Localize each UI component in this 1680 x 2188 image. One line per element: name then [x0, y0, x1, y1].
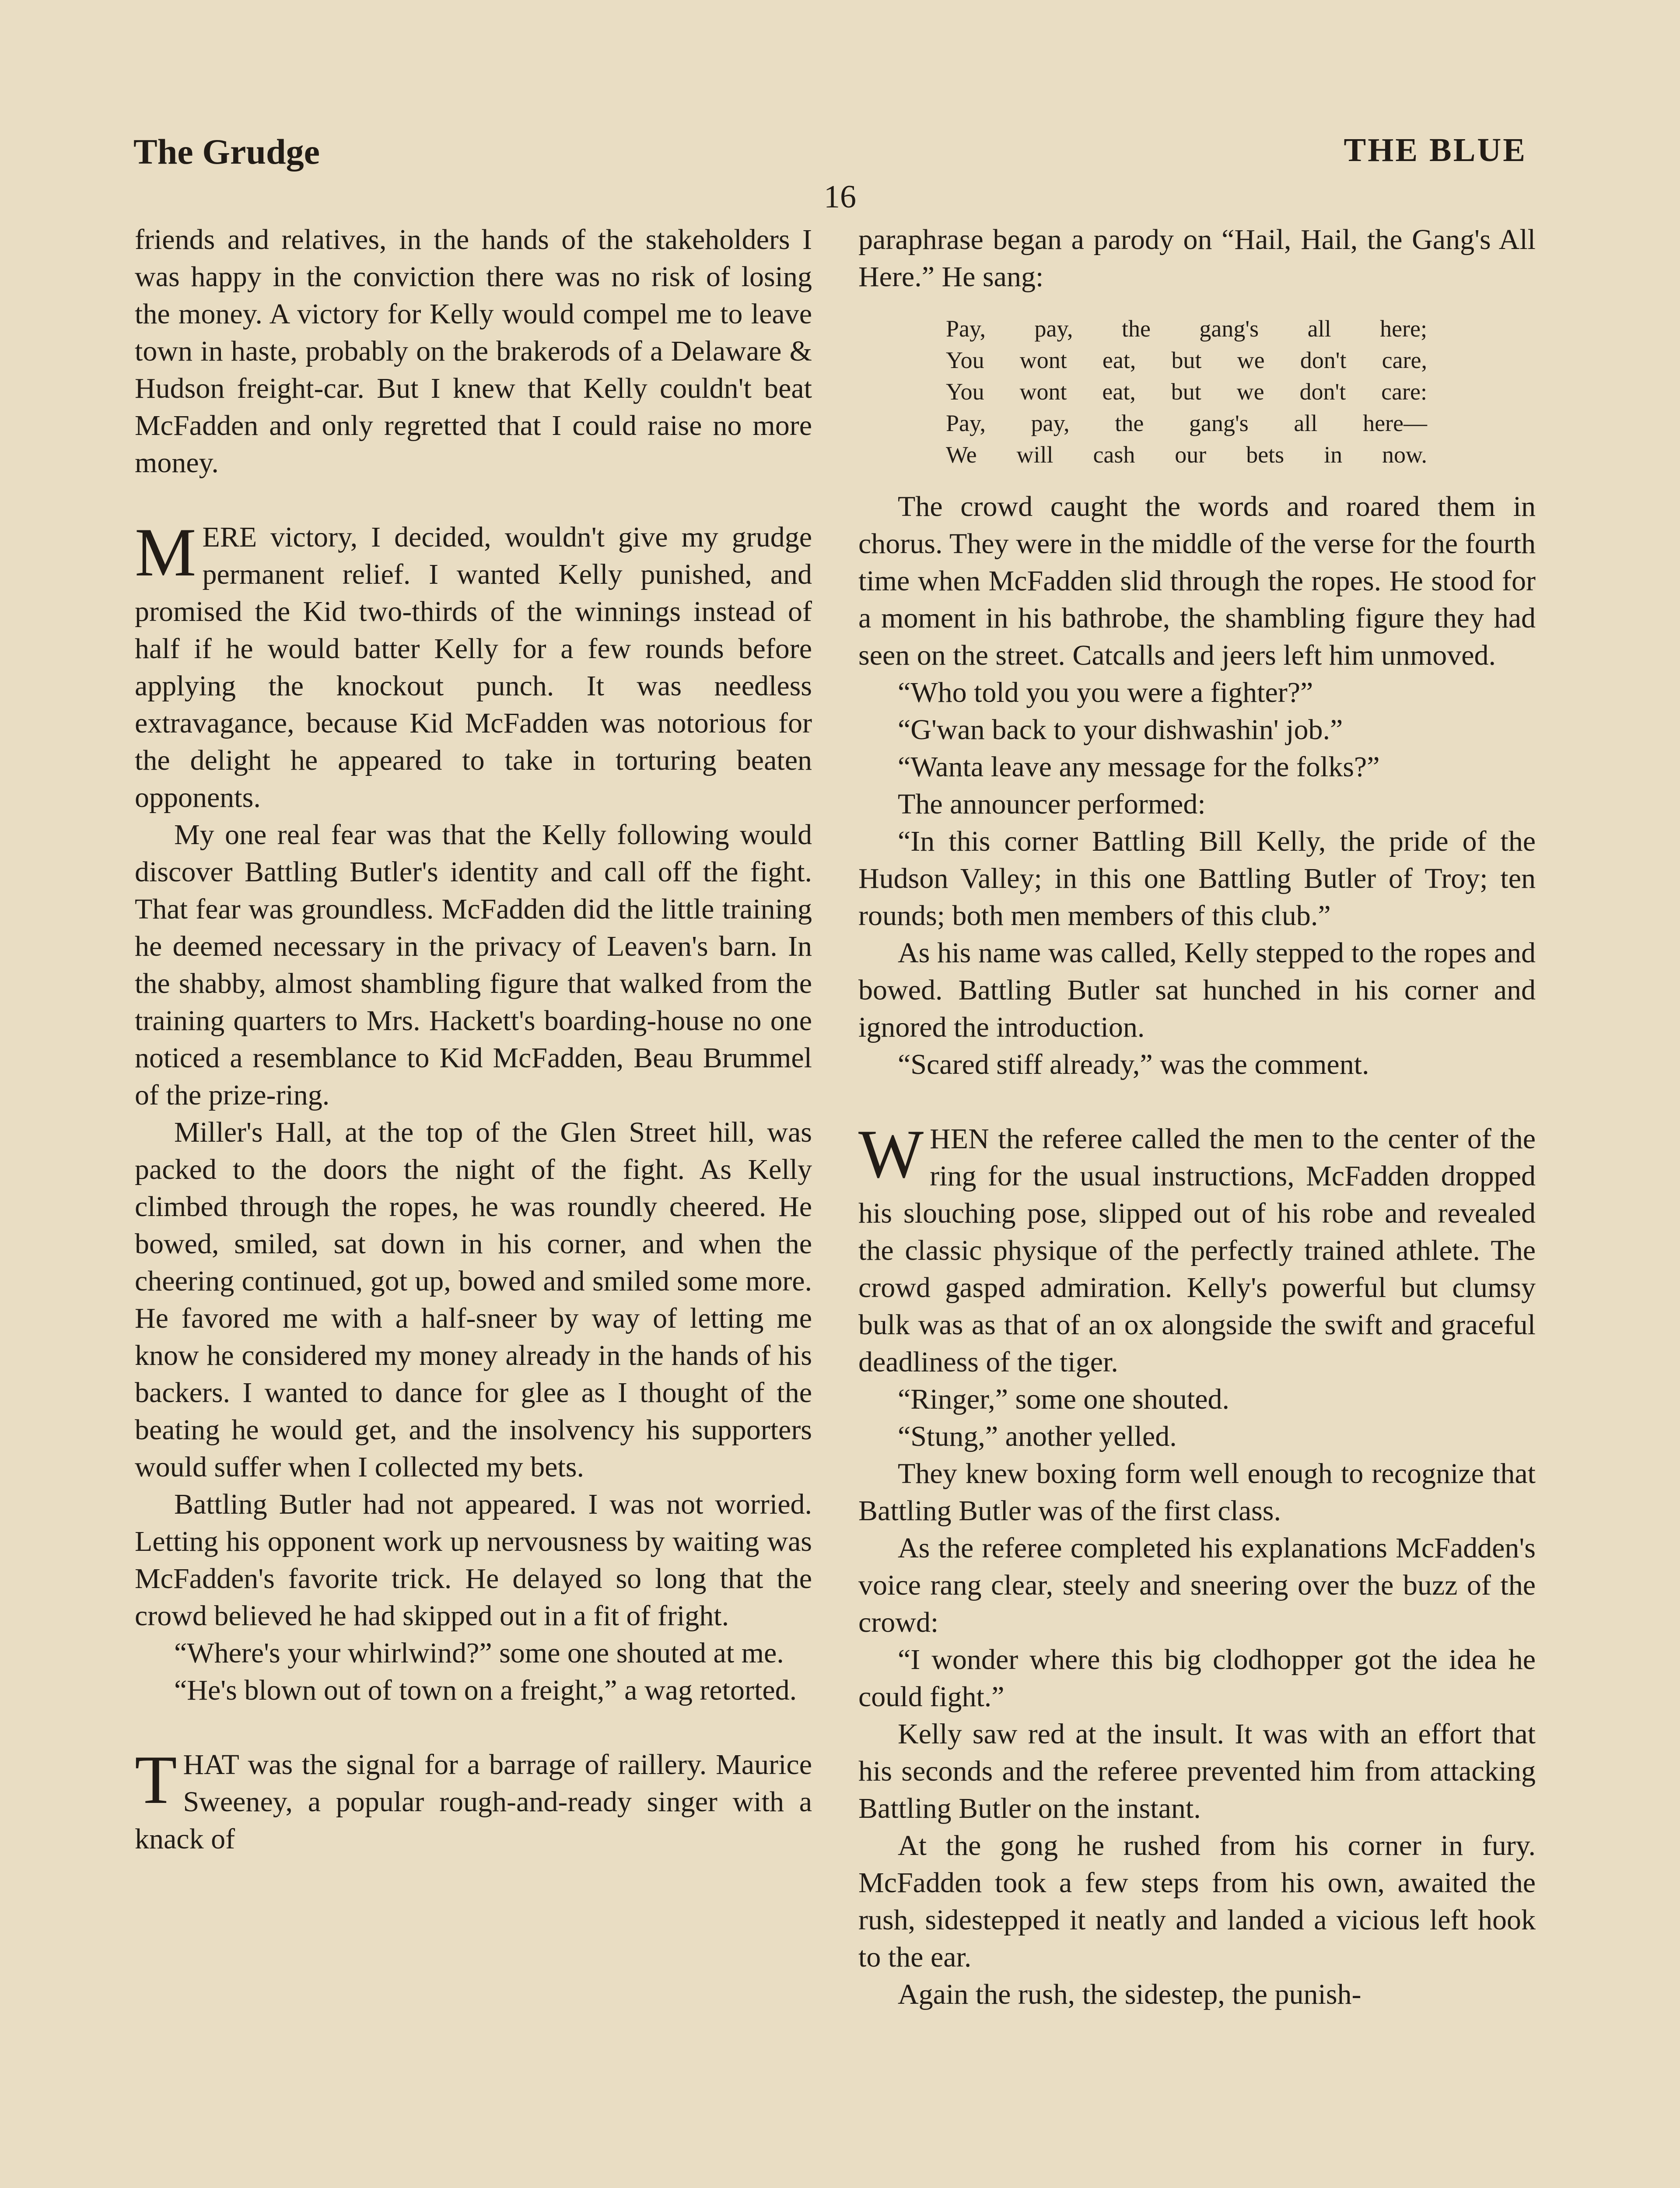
paragraph: At the gong he rushed from his corner in fury. McFadden took a few steps from his own, awaited the rush, sidestepped it neatly and landed a vicious left hook to the ear.: [858, 1830, 1536, 1973]
paragraph: Kelly saw red at the insult. It was with an effort that his seconds and the referee prevented him from attacking Battling Butler on the instant.: [858, 1718, 1536, 1824]
paragraph: “I wonder where this big clodhopper got the idea he could fight.”: [858, 1644, 1536, 1713]
paragraph: “Stung,” another yelled.: [898, 1420, 1177, 1452]
paragraph-dropcap: [135, 1742, 812, 1858]
verse-line: We will cash our bets in now.: [946, 442, 1427, 468]
paragraph: “G'wan back to your dishwashin' job.”: [898, 714, 1343, 746]
paragraph: The crowd caught the words and roared them in chorus. They were in the middle of the verse for the fourth time when McFadden slid through the ropes. He stood for a moment in his bathrobe, the shambling figure they had seen on the street. Catcalls and jeers left him unmoved.: [858, 491, 1536, 671]
paragraph: “Scared stiff already,” was the comment.: [898, 1048, 1369, 1080]
paragraph: “Who told you you were a fighter?”: [898, 677, 1313, 708]
paragraph: Again the rush, the sidestep, the punish-: [898, 1978, 1362, 2010]
paragraph-text: HAT was the signal for a barrage of raillery. Maurice Sweeney, a popular rough-and-ready singer with a knack of: [135, 1749, 812, 1855]
left-column: [135, 221, 812, 1858]
paragraph: “Where's your whirlwind?” some one shouted at me.: [174, 1637, 784, 1669]
paragraph: friends and relatives, in the hands of the stakeholders I was happy in the conviction there was no risk of losing the money. A victory for Kelly would compel me to leave town in haste, probably on the brakerods of a Delaware & Hudson freight-car. But I knew that Kelly couldn't beat McFadden and only regretted that I could raise no more money.: [135, 224, 812, 479]
paragraph-dropcap: [858, 1116, 1536, 1381]
paragraph: They knew boxing form well enough to recognize that Battling Butler was of the first class.: [858, 1458, 1536, 1527]
verse-line: You wont eat, but we don't care:: [946, 379, 1427, 405]
paragraph: My one real fear was that the Kelly following would discover Battling Butler's identity and call off the fight. That fear was groundless. McFadden did the little training he deemed necessary in the privacy of Leaven's barn. In the shabby, almost shambling figure that walked from the training quarters to Mrs. Hackett's boarding-house no one noticed a resemblance to Kid McFadden, Beau Brummel of the prize-ring.: [135, 819, 812, 1111]
verse-line: You wont eat, but we don't care,: [946, 347, 1427, 373]
paragraph: The announcer performed:: [898, 788, 1206, 820]
drop-cap: W: [858, 1116, 924, 1192]
drop-cap: T: [135, 1742, 177, 1818]
paragraph: “Wanta leave any message for the folks?”: [898, 751, 1380, 783]
paragraph: As his name was called, Kelly stepped to the ropes and bowed. Battling Butler sat hunched in his corner and ignored the introduction.: [858, 937, 1536, 1043]
paragraph: As the referee completed his explanations McFadden's voice rang clear, steely and sneering over the buzz of the crowd:: [858, 1532, 1536, 1638]
paragraph-text: ERE victory, I decided, wouldn't give my grudge permanent relief. I wanted Kelly punished, and promised the Kid two-thirds of the winnings instead of half if he would batter Kelly for a few rounds before applying the knockout punch. It was needless extravagance, because Kid McFadden was notorious for the delight he appeared to take in torturing beaten opponents.: [135, 521, 812, 813]
paragraph: “Ringer,” some one shouted.: [898, 1383, 1230, 1415]
paragraph-text: HEN the referee called the men to the center of the ring for the usual instructions, McFadden dropped his slouching pose, slipped out of his robe and revealed the classic physique of the perfectly trained athlete. The crowd gasped admiration. Kelly's powerful but clumsy bulk was as that of an ox alongside the swift and graceful deadliness of the tiger.: [858, 1123, 1536, 1378]
drop-cap: M: [135, 514, 196, 591]
song-verse: [946, 313, 1427, 470]
paragraph: Battling Butler had not appeared. I was not worried. Letting his opponent work up nervousness by waiting was McFadden's favorite trick. He delayed so long that the crowd believed he had skipped out in a fit of fright.: [135, 1488, 812, 1632]
verse-line: Pay, pay, the gang's all here;: [946, 316, 1427, 342]
story-title-header: The Grudge: [133, 132, 320, 172]
magazine-name-header: THE BLUE: [1344, 132, 1527, 168]
paragraph: paraphrase began a parody on “Hail, Hail, the Gang's All Here.” He sang:: [858, 224, 1536, 293]
right-column: [858, 221, 1536, 2013]
paragraph: Miller's Hall, at the top of the Glen Street hill, was packed to the doors the night of the fight. As Kelly climbed through the ropes, he was roundly cheered. He bowed, smiled, sat down in his corner, and when the cheering continued, got up, bowed and smiled some more. He favored me with a half-sneer by way of letting me know he considered my money already in the hands of his backers. I wanted to dance for glee as I thought of the beating he would get, and the insolvency his supporters would suffer when I collected my bets.: [135, 1116, 812, 1483]
verse-line: Pay, pay, the gang's all here—: [946, 410, 1427, 436]
page-number: 16: [824, 179, 856, 215]
paragraph: “He's blown out of town on a freight,” a wag retorted.: [174, 1674, 797, 1706]
paragraph-dropcap: [135, 514, 812, 816]
paragraph: “In this corner Battling Bill Kelly, the pride of the Hudson Valley; in this one Battling Butler of Troy; ten rounds; both men members of this club.”: [858, 825, 1536, 932]
